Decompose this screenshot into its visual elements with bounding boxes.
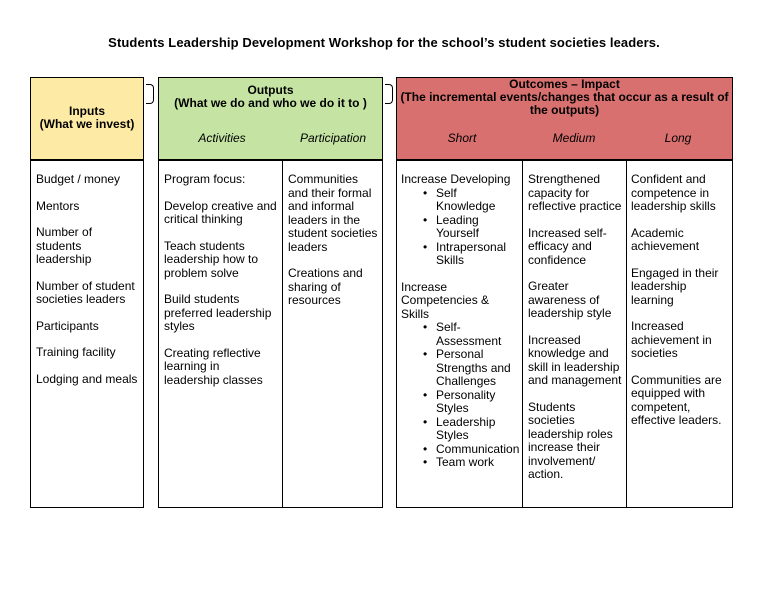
input-item: Participants bbox=[36, 318, 99, 333]
outputs-header-title: Outputs bbox=[247, 83, 294, 97]
short-group-title: Increase Competencies & Skills bbox=[401, 279, 490, 321]
subheader-short: Short bbox=[447, 131, 477, 145]
medium-item: Increased self-efficacy and confidence bbox=[528, 225, 607, 267]
long-item: Communities are equipped with competent, effective leaders. bbox=[631, 372, 722, 427]
short-item: • Leadership Styles bbox=[401, 416, 518, 443]
inputs-header-title: Inputs bbox=[69, 104, 105, 118]
medium-item: Students societies leadership roles increase their involvement/ action. bbox=[528, 399, 613, 481]
connector-bracket bbox=[146, 84, 154, 104]
subheader-medium: Medium bbox=[552, 131, 596, 145]
activity-item: Creating reflective learning in leadership classes bbox=[164, 345, 263, 387]
outcomes-header bbox=[396, 77, 733, 160]
outputs-header-subtitle: (What we do and who we do it to ) bbox=[174, 96, 367, 110]
outcomes-header-title: Outcomes – Impact bbox=[509, 77, 620, 91]
long-item: Academic achievement bbox=[631, 225, 700, 253]
outcomes-header-subtitle: (The incremental events/changes that occur as a result of bbox=[400, 90, 729, 104]
inputs-header bbox=[30, 77, 144, 160]
inputs-column bbox=[30, 160, 144, 508]
activity-item: Program focus: bbox=[164, 172, 246, 186]
short-group-title: Increase Developing bbox=[401, 172, 511, 186]
short-group-list bbox=[401, 187, 518, 268]
document-title bbox=[0, 35, 768, 50]
subheader-long: Long bbox=[664, 131, 692, 145]
short-group-list bbox=[401, 321, 518, 470]
inputs-header-subtitle: (What we invest) bbox=[39, 117, 135, 131]
title-period: . bbox=[656, 35, 660, 50]
short-item: • Communication bbox=[401, 443, 518, 457]
activity-item: Develop creative and critical thinking bbox=[164, 198, 277, 226]
short-item: • Self Knowledge bbox=[401, 187, 518, 214]
activity-item: Teach students leadership how to problem solve bbox=[164, 238, 259, 280]
participation-item: Creations and sharing of resources bbox=[288, 266, 363, 307]
outputs-header bbox=[158, 77, 383, 160]
subheader-activities: Activities bbox=[198, 131, 246, 145]
short-outcomes-column bbox=[396, 160, 523, 508]
short-item: • Team work bbox=[401, 456, 518, 470]
input-item: Number of student societies leaders bbox=[36, 278, 135, 306]
subheader-participation: Participation bbox=[299, 131, 367, 145]
medium-item: Strengthened capacity for reflective practice bbox=[528, 172, 622, 213]
long-item: Confident and competence in leadership skills bbox=[631, 172, 716, 213]
connector-bracket bbox=[385, 84, 393, 104]
short-item: • Personality Styles bbox=[401, 389, 518, 416]
activity-item: Build students preferred leadership styles bbox=[164, 292, 272, 333]
input-item: Training facility bbox=[36, 345, 116, 359]
short-item: • Leading Yourself bbox=[401, 214, 518, 241]
participation-item: Communities and their formal and informal leaders in the student societies leaders bbox=[288, 172, 378, 254]
medium-outcomes-column bbox=[522, 160, 627, 508]
input-item: Number of students leadership bbox=[36, 225, 93, 266]
input-item: Budget / money bbox=[36, 172, 121, 186]
medium-item: Greater awareness of leadership style bbox=[528, 279, 612, 320]
input-item: Lodging and meals bbox=[36, 371, 138, 386]
long-outcomes-column bbox=[626, 160, 733, 508]
short-item: • Personal Strengths and Challenges bbox=[401, 348, 518, 389]
outcomes-header-subtitle-cont: the outputs) bbox=[529, 103, 600, 117]
short-item: • Intrapersonal Skills bbox=[401, 241, 518, 268]
short-item: • Self-Assessment bbox=[401, 321, 518, 348]
long-item: Engaged in their leadership learning bbox=[631, 265, 719, 307]
activities-column bbox=[158, 160, 283, 508]
medium-item: Increased knowledge and skill in leadership and management bbox=[528, 332, 622, 387]
participation-column bbox=[282, 160, 383, 508]
title-text: Students Leadership Development Workshop for the school’s student societies leaders bbox=[108, 35, 657, 50]
long-item: Increased achievement in societies bbox=[631, 319, 712, 360]
input-item: Mentors bbox=[36, 198, 80, 213]
